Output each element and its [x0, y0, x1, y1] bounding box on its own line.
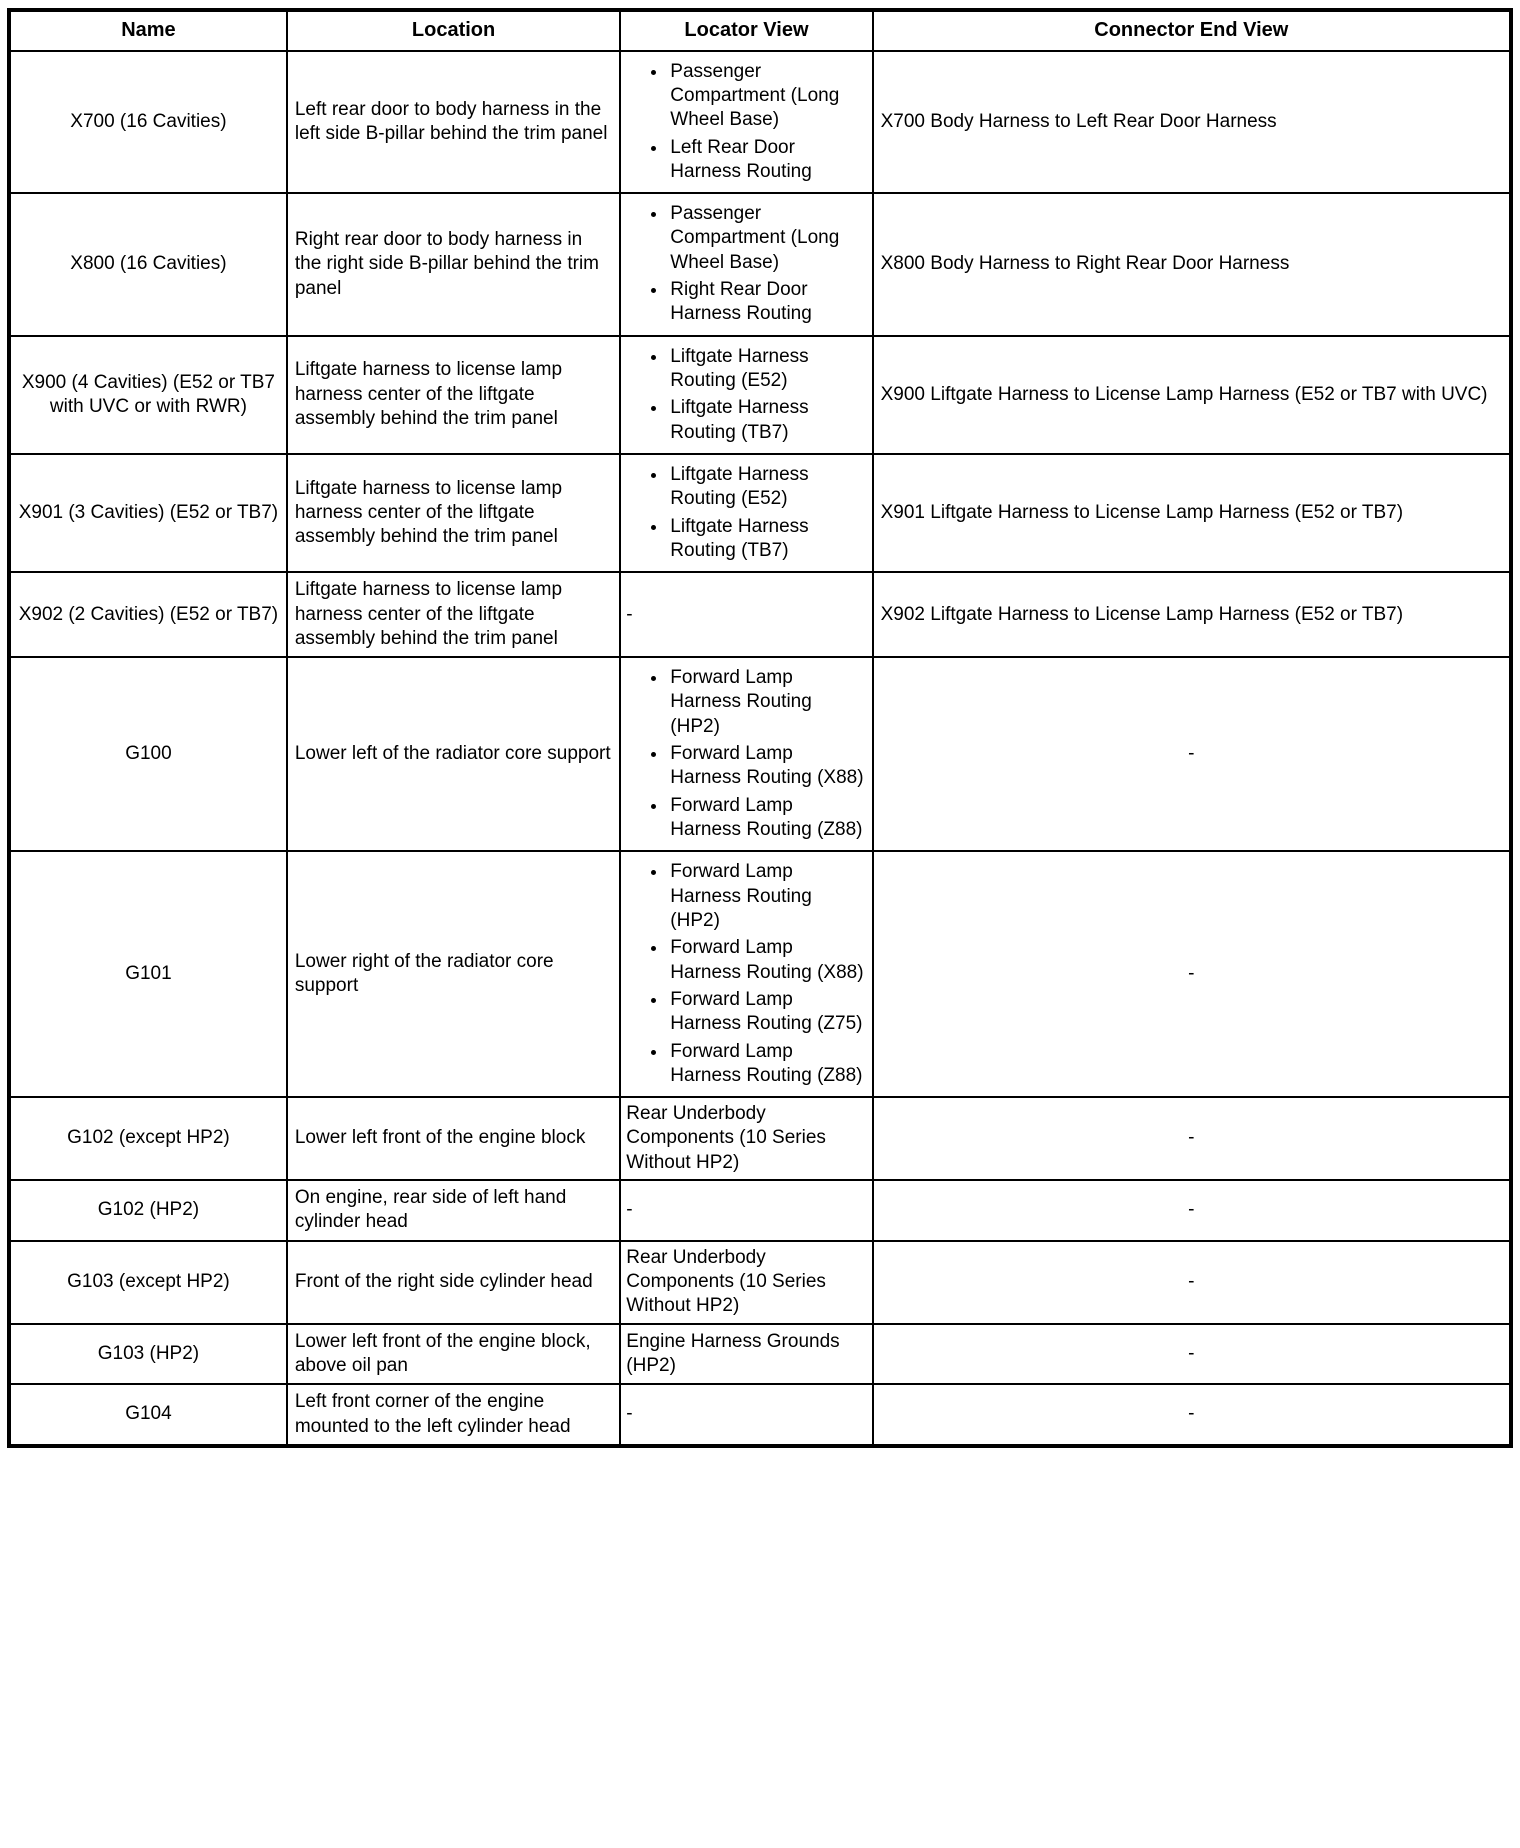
- locator-bullet-item: • Forward Lamp Harness Routing (HP2): [668, 666, 866, 739]
- locator-bullet-item: • Left Rear Door Harness Routing: [668, 136, 866, 185]
- table-row: [9, 657, 1511, 851]
- locator-bullet-item: • Right Rear Door Harness Routing: [668, 278, 866, 327]
- cell-name: X902 (2 Cavities) (E52 or TB7): [9, 572, 287, 657]
- cell-locator-view: -: [620, 1180, 872, 1241]
- header-row: [9, 10, 1511, 51]
- locator-bullet-list: [626, 860, 866, 1088]
- cell-name: X900 (4 Cavities) (E52 or TB7 with UVC or with RWR): [9, 336, 287, 454]
- connector-ground-table: [7, 8, 1513, 1448]
- locator-bullet-item: • Forward Lamp Harness Routing (X88): [668, 742, 866, 791]
- cell-location: Liftgate harness to license lamp harness center of the liftgate assembly behind the trim panel: [287, 454, 620, 572]
- locator-bullet-item: • Forward Lamp Harness Routing (HP2): [668, 860, 866, 933]
- locator-bullet-item: • Liftgate Harness Routing (TB7): [668, 515, 866, 564]
- table-row: [9, 572, 1511, 657]
- locator-bullet-item: • Passenger Compartment (Long Wheel Base): [668, 60, 866, 133]
- cell-locator-view: [620, 51, 872, 194]
- cell-connector-end-view: -: [873, 657, 1511, 851]
- cell-name: G100: [9, 657, 287, 851]
- table-row: [9, 851, 1511, 1097]
- cell-name: G101: [9, 851, 287, 1097]
- locator-bullet-list: [626, 666, 866, 842]
- cell-location: Front of the right side cylinder head: [287, 1241, 620, 1324]
- table-row: [9, 51, 1511, 194]
- cell-name: X700 (16 Cavities): [9, 51, 287, 194]
- cell-name: X800 (16 Cavities): [9, 193, 287, 336]
- table-row: [9, 1180, 1511, 1241]
- locator-bullet-item: • Forward Lamp Harness Routing (Z88): [668, 1040, 866, 1089]
- cell-locator-view: [620, 657, 872, 851]
- cell-connector-end-view: -: [873, 1241, 1511, 1324]
- cell-locator-view: [620, 193, 872, 336]
- locator-bullet-item: • Liftgate Harness Routing (E52): [668, 463, 866, 512]
- table-row: [9, 1097, 1511, 1180]
- cell-locator-view: [620, 454, 872, 572]
- cell-connector-end-view: -: [873, 1180, 1511, 1241]
- cell-location: On engine, rear side of left hand cylinder head: [287, 1180, 620, 1241]
- column-header-name: Name: [9, 10, 287, 51]
- cell-locator-view: -: [620, 1384, 872, 1446]
- cell-location: Liftgate harness to license lamp harness center of the liftgate assembly behind the trim panel: [287, 336, 620, 454]
- locator-bullet-list: [626, 463, 866, 563]
- cell-locator-view: Engine Harness Grounds (HP2): [620, 1324, 872, 1385]
- cell-name: G102 (except HP2): [9, 1097, 287, 1180]
- locator-bullet-list: [626, 60, 866, 185]
- table-row: [9, 193, 1511, 336]
- cell-location: Liftgate harness to license lamp harness center of the liftgate assembly behind the trim panel: [287, 572, 620, 657]
- cell-name: G104: [9, 1384, 287, 1446]
- cell-location: Lower left front of the engine block: [287, 1097, 620, 1180]
- locator-bullet-item: • Liftgate Harness Routing (TB7): [668, 396, 866, 445]
- cell-connector-end-view: -: [873, 1097, 1511, 1180]
- cell-locator-view: [620, 336, 872, 454]
- cell-connector-end-view: -: [873, 1384, 1511, 1446]
- cell-location: Left rear door to body harness in the left side B-pillar behind the trim panel: [287, 51, 620, 194]
- cell-locator-view: -: [620, 572, 872, 657]
- cell-connector-end-view: -: [873, 1324, 1511, 1385]
- cell-location: Lower left front of the engine block, above oil pan: [287, 1324, 620, 1385]
- table-row: [9, 1324, 1511, 1385]
- locator-bullet-item: • Forward Lamp Harness Routing (Z75): [668, 988, 866, 1037]
- cell-connector-end-view: X901 Liftgate Harness to License Lamp Harness (E52 or TB7): [873, 454, 1511, 572]
- cell-connector-end-view: X700 Body Harness to Left Rear Door Harness: [873, 51, 1511, 194]
- cell-connector-end-view: X902 Liftgate Harness to License Lamp Harness (E52 or TB7): [873, 572, 1511, 657]
- locator-bullet-list: [626, 202, 866, 327]
- cell-location: Lower right of the radiator core support: [287, 851, 620, 1097]
- cell-name: X901 (3 Cavities) (E52 or TB7): [9, 454, 287, 572]
- cell-location: Left front corner of the engine mounted to the left cylinder head: [287, 1384, 620, 1446]
- table-row: [9, 1241, 1511, 1324]
- table-body: [9, 51, 1511, 1446]
- cell-connector-end-view: -: [873, 851, 1511, 1097]
- locator-bullet-item: • Passenger Compartment (Long Wheel Base): [668, 202, 866, 275]
- cell-name: G103 (except HP2): [9, 1241, 287, 1324]
- locator-bullet-list: [626, 345, 866, 445]
- column-header-location: Location: [287, 10, 620, 51]
- cell-locator-view: [620, 851, 872, 1097]
- table-row: [9, 1384, 1511, 1446]
- table-row: [9, 454, 1511, 572]
- column-header-locator-view: Locator View: [620, 10, 872, 51]
- cell-name: G103 (HP2): [9, 1324, 287, 1385]
- column-header-connector-end-view: Connector End View: [873, 10, 1511, 51]
- locator-bullet-item: • Forward Lamp Harness Routing (Z88): [668, 794, 866, 843]
- cell-locator-view: Rear Underbody Components (10 Series Without HP2): [620, 1097, 872, 1180]
- cell-location: Right rear door to body harness in the right side B-pillar behind the trim panel: [287, 193, 620, 336]
- locator-bullet-item: • Liftgate Harness Routing (E52): [668, 345, 866, 394]
- cell-name: G102 (HP2): [9, 1180, 287, 1241]
- cell-location: Lower left of the radiator core support: [287, 657, 620, 851]
- table-row: [9, 336, 1511, 454]
- cell-connector-end-view: X800 Body Harness to Right Rear Door Harness: [873, 193, 1511, 336]
- cell-connector-end-view: X900 Liftgate Harness to License Lamp Harness (E52 or TB7 with UVC): [873, 336, 1511, 454]
- locator-bullet-item: • Forward Lamp Harness Routing (X88): [668, 936, 866, 985]
- cell-locator-view: Rear Underbody Components (10 Series Without HP2): [620, 1241, 872, 1324]
- table-header: [9, 10, 1511, 51]
